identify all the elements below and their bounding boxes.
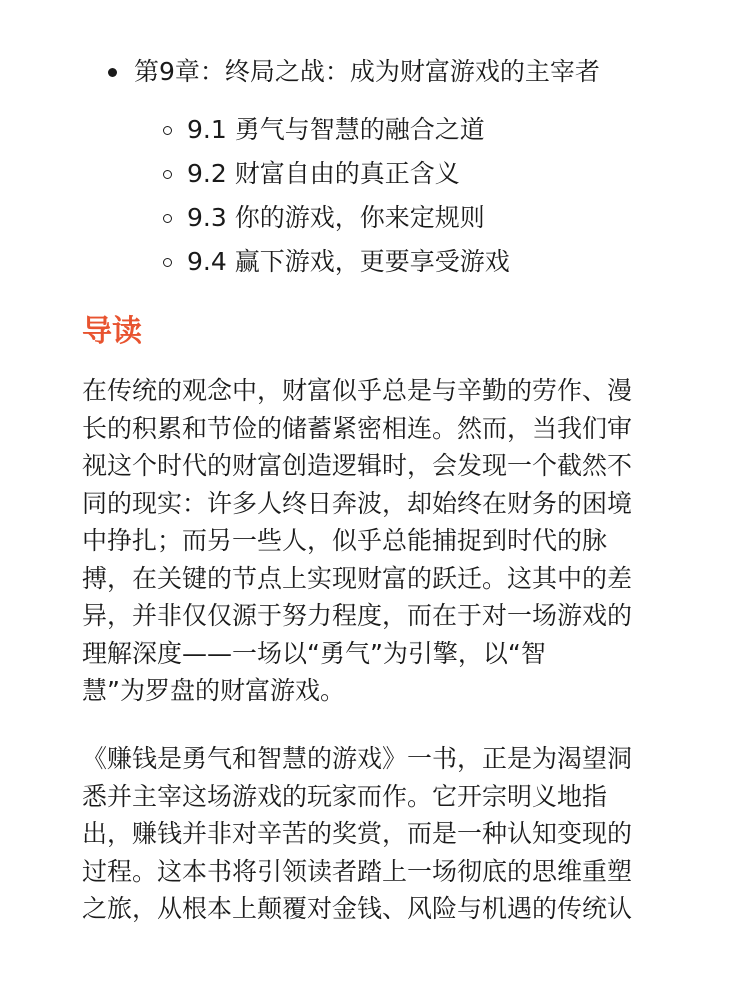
- paragraph-line: 《赚钱是勇气和智慧的游戏》一书，正是为渴望洞: [82, 744, 633, 773]
- section-item: [163, 240, 510, 284]
- section-item: [163, 196, 510, 240]
- section-label: 9.1 勇气与智慧的融合之道: [187, 115, 485, 144]
- bullet-circle-icon: [163, 214, 172, 223]
- bullet-circle-icon: [163, 170, 172, 179]
- paragraph-line: 同的现实：许多人终日奔波，却始终在财务的困境: [82, 488, 633, 518]
- section-label: 9.4 赢下游戏，更要享受游戏: [187, 247, 510, 276]
- paragraph-line: 理解深度——一场以“勇气”为引擎，以“智: [82, 638, 546, 668]
- bullet-circle-icon: [163, 258, 172, 267]
- section-label: 9.3 你的游戏，你来定规则: [187, 203, 485, 232]
- paragraph-line: 出，赚钱并非对辛苦的奖赏，而是一种认知变现的: [82, 819, 633, 848]
- paragraph-line: 长的积累和节俭的储蓄紧密相连。然而，当我们审: [82, 413, 633, 443]
- bullet-circle-icon: [163, 126, 172, 135]
- paragraph-line: 之旅，从根本上颠覆对金钱、风险与机遇的传统认: [82, 894, 633, 923]
- paragraph-line: 慧”为罗盘的财富游戏。: [82, 676, 345, 705]
- paragraph-line: 搏，在关键的节点上实现财富的跃迁。这其中的差: [82, 563, 633, 593]
- chapter-heading-item: [108, 52, 600, 92]
- intro-heading: 导读: [82, 314, 142, 349]
- paragraph-line: 中挣扎；而另一些人，似乎总能捕捉到时代的脉: [82, 526, 608, 555]
- section-label: 9.2 财富自由的真正含义: [187, 159, 460, 188]
- paragraph-line: 异，并非仅仅源于努力程度，而在于对一场游戏的: [82, 601, 633, 630]
- section-item: [163, 152, 510, 196]
- bullet-disc-icon: [108, 68, 117, 77]
- paragraph-line: 在传统的观念中，财富似乎总是与辛勤的劳作、漫: [82, 376, 633, 405]
- paragraph-line: 过程。这本书将引领读者踏上一场彻底的思维重塑: [82, 856, 633, 886]
- section-item: [163, 108, 510, 152]
- intro-paragraph-1: [82, 372, 682, 710]
- section-list: [163, 108, 510, 284]
- chapter-title: 第9章：终局之战：成为财富游戏的主宰者: [134, 57, 600, 86]
- paragraph-line: 视这个时代的财富创造逻辑时，会发现一个截然不: [82, 451, 633, 480]
- intro-paragraph-2: [82, 740, 682, 928]
- paragraph-line: 悉并主宰这场游戏的玩家而作。它开宗明义地指: [82, 781, 608, 811]
